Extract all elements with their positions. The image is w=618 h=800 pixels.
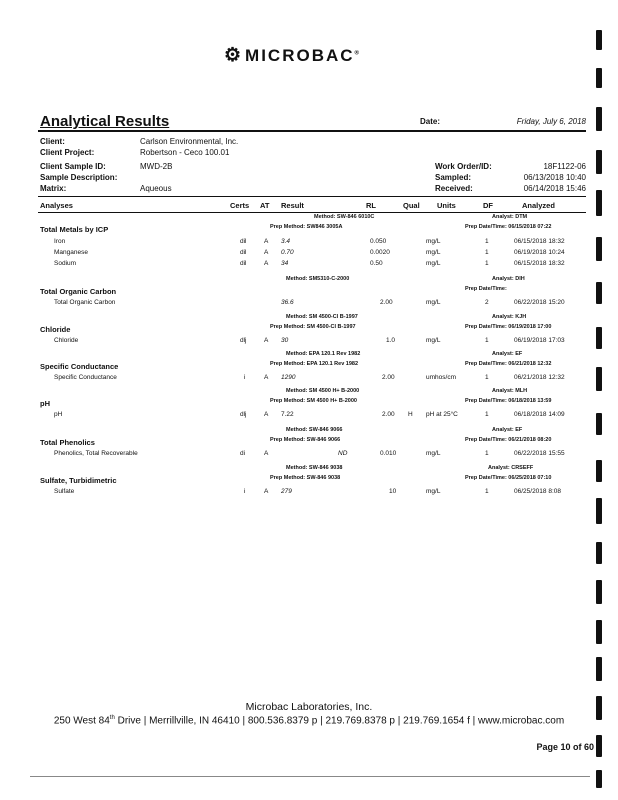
df: 2 bbox=[485, 299, 489, 306]
analyte: Iron bbox=[54, 238, 66, 245]
cert: dlj bbox=[240, 337, 247, 344]
df: 1 bbox=[485, 488, 489, 495]
df: 1 bbox=[485, 450, 489, 457]
scan-mark bbox=[596, 696, 602, 720]
microbac-logo bbox=[224, 44, 361, 67]
analyte: Chloride bbox=[54, 337, 79, 344]
received-value: 06/14/2018 15:46 bbox=[523, 184, 586, 193]
bottom-scan-line bbox=[30, 776, 590, 777]
analyte: pH bbox=[54, 411, 63, 418]
df: 1 bbox=[485, 411, 489, 418]
rl: 0.050 bbox=[370, 238, 387, 245]
col-qual: Qual bbox=[403, 201, 420, 210]
col-certs: Certs bbox=[230, 201, 250, 210]
prep-method: Prep Method: SM 4500 H+ B-2000 bbox=[270, 398, 357, 404]
analyte: Phenolics, Total Recoverable bbox=[54, 450, 138, 457]
prep-method: Prep Method: SW-846 9066 bbox=[270, 437, 341, 443]
sample-id-label: Client Sample ID: bbox=[40, 162, 106, 171]
result: 36.6 bbox=[281, 299, 294, 306]
method: Method: SW-846 9038 bbox=[286, 465, 343, 471]
scan-mark bbox=[596, 327, 602, 349]
method: Method: SW-846 6010C bbox=[314, 214, 375, 220]
analyte: Specific Conductance bbox=[54, 374, 117, 381]
cert: di bbox=[240, 450, 246, 457]
scan-mark bbox=[596, 107, 602, 131]
prep-method: Prep Method: SM 4500-Cl B-1997 bbox=[270, 324, 356, 330]
page-title: Analytical Results bbox=[40, 113, 170, 130]
scan-mark bbox=[596, 413, 602, 435]
df: 1 bbox=[485, 260, 489, 267]
units: mg/L bbox=[426, 238, 441, 245]
rl: 10 bbox=[389, 488, 397, 495]
units: mg/L bbox=[426, 337, 441, 344]
scan-mark bbox=[596, 190, 602, 216]
method: Method: EPA 120.1 Rev 1982 bbox=[286, 351, 361, 357]
cert: dil bbox=[240, 260, 247, 267]
df: 1 bbox=[485, 374, 489, 381]
section-name: pH bbox=[40, 399, 50, 408]
prep-time: Prep Date/Time: 06/19/2018 17:00 bbox=[465, 324, 552, 330]
analyst: Analyst: MLH bbox=[492, 388, 528, 394]
prep-time: Prep Date/Time: 06/18/2018 13:59 bbox=[465, 398, 552, 404]
col-df: DF bbox=[483, 201, 493, 210]
cert: i bbox=[244, 488, 246, 495]
prep-time: Prep Date/Time: 06/15/2018 07:22 bbox=[465, 224, 552, 230]
result: 3.4 bbox=[281, 238, 291, 245]
rl: 2.00 bbox=[382, 411, 395, 418]
prep-method: Prep Method: SW846 3005A bbox=[270, 224, 343, 230]
rl: 0.0020 bbox=[370, 249, 390, 256]
col-analyses: Analyses bbox=[40, 201, 73, 210]
rl: 2.00 bbox=[382, 374, 395, 381]
prep-time: Prep Date/Time: 06/21/2018 08:20 bbox=[465, 437, 552, 443]
units: mg/L bbox=[426, 488, 441, 495]
col-rl: RL bbox=[366, 201, 376, 210]
col-at: AT bbox=[260, 201, 270, 210]
analyzed: 06/22/2018 15:55 bbox=[514, 450, 565, 457]
analyte: Total Organic Carbon bbox=[54, 299, 116, 306]
scan-mark bbox=[596, 735, 602, 757]
analyst: Analyst: DTM bbox=[492, 214, 528, 220]
result: ND bbox=[338, 450, 348, 457]
section-name: Specific Conductance bbox=[40, 362, 119, 371]
analyzed: 06/18/2018 14:09 bbox=[514, 411, 565, 418]
scan-mark bbox=[596, 542, 602, 564]
method: Method: SM 4500-Cl B-1997 bbox=[286, 314, 358, 320]
analyte: Manganese bbox=[54, 249, 88, 256]
col-analyzed: Analyzed bbox=[522, 201, 555, 210]
title-rule bbox=[38, 130, 586, 132]
address-sup: th bbox=[109, 715, 115, 721]
analyst: Analyst: EF bbox=[492, 427, 523, 433]
result: 7.22 bbox=[281, 411, 294, 418]
prep-time: Prep Date/Time: 06/25/2018 07:10 bbox=[465, 475, 552, 481]
col-units: Units bbox=[437, 201, 456, 210]
analyzed: 06/19/2018 17:03 bbox=[514, 337, 565, 344]
scan-mark bbox=[596, 498, 602, 524]
rl: 2.00 bbox=[380, 299, 393, 306]
units: mg/L bbox=[426, 249, 441, 256]
units: umhos/cm bbox=[426, 374, 456, 381]
analyte: Sodium bbox=[54, 260, 77, 267]
cert: dil bbox=[240, 238, 247, 245]
description-label: Sample Description: bbox=[40, 173, 118, 182]
result: 1290 bbox=[281, 374, 296, 381]
units: mg/L bbox=[426, 450, 441, 457]
at: A bbox=[264, 260, 269, 267]
at: A bbox=[264, 450, 269, 457]
scan-mark bbox=[596, 620, 602, 644]
cert: dil bbox=[240, 249, 247, 256]
df: 1 bbox=[485, 249, 489, 256]
matrix-value: Aqueous bbox=[140, 184, 172, 193]
scan-mark bbox=[596, 282, 602, 304]
scan-mark bbox=[596, 580, 602, 604]
at: A bbox=[264, 411, 269, 418]
section-name: Chloride bbox=[40, 325, 71, 334]
section-name: Total Metals by ICP bbox=[40, 225, 109, 234]
cert: dlj bbox=[240, 411, 247, 418]
matrix-label: Matrix: bbox=[40, 184, 67, 193]
at: A bbox=[264, 249, 269, 256]
at: A bbox=[264, 238, 269, 245]
section-name: Total Organic Carbon bbox=[40, 287, 117, 296]
client-value: Carlson Environmental, Inc. bbox=[140, 137, 239, 146]
df: 1 bbox=[485, 337, 489, 344]
section-name: Total Phenolics bbox=[40, 438, 95, 447]
received-label: Received: bbox=[435, 184, 473, 193]
trademark: ® bbox=[354, 50, 361, 57]
result: 0.70 bbox=[281, 249, 294, 256]
cert: i bbox=[244, 374, 246, 381]
sampled-value: 06/13/2018 10:40 bbox=[523, 173, 586, 182]
analyst: Analyst: DIH bbox=[492, 276, 525, 282]
prep-time: Prep Date/Time: bbox=[465, 286, 507, 292]
date-label: Date: bbox=[420, 117, 441, 126]
analyzed: 06/21/2018 12:32 bbox=[514, 374, 565, 381]
scan-mark bbox=[596, 770, 602, 788]
method: Method: SW-846 9066 bbox=[286, 427, 343, 433]
units: pH at 25°C bbox=[426, 411, 458, 418]
result: 30 bbox=[281, 337, 289, 344]
rl: 1.0 bbox=[386, 337, 396, 344]
scan-mark bbox=[596, 367, 602, 391]
analyzed: 06/15/2018 18:32 bbox=[514, 260, 565, 267]
work-order-value: 18F1122-06 bbox=[543, 162, 586, 171]
client-rule bbox=[38, 196, 586, 197]
analyst: Analyst: KJH bbox=[492, 314, 527, 320]
section-name: Sulfate, Turbidimetric bbox=[40, 476, 117, 485]
method: Method: SM5310-C-2000 bbox=[286, 276, 350, 282]
units: mg/L bbox=[426, 260, 441, 267]
prep-method: Prep Method: SW-846 9038 bbox=[270, 475, 341, 481]
result: 34 bbox=[281, 260, 289, 267]
analyzed: 06/15/2018 18:32 bbox=[514, 238, 565, 245]
address-pre: 250 West 84 bbox=[53, 715, 110, 727]
result: 279 bbox=[281, 488, 292, 495]
analyzed: 06/25/2018 8:08 bbox=[514, 488, 561, 495]
method: Method: SM 4500 H+ B-2000 bbox=[286, 388, 360, 394]
rl: 0.010 bbox=[380, 450, 397, 457]
client-label: Client: bbox=[40, 137, 65, 146]
page-number: Page 10 of 60 bbox=[536, 742, 594, 752]
scan-mark bbox=[596, 237, 602, 261]
header-rule bbox=[38, 212, 586, 213]
rl: 0.50 bbox=[370, 260, 383, 267]
prep-time: Prep Date/Time: 06/21/2018 12:32 bbox=[465, 361, 552, 367]
work-order-label: Work Order/ID: bbox=[435, 162, 492, 171]
scan-mark bbox=[596, 657, 602, 681]
scan-mark bbox=[596, 68, 602, 88]
sampled-label: Sampled: bbox=[435, 173, 472, 182]
sample-id-value: MWD-2B bbox=[140, 162, 173, 171]
microbac-logo-icon: ⚙ bbox=[224, 45, 244, 66]
project-value: Robertson - Ceco 100.01 bbox=[140, 148, 230, 157]
at: A bbox=[264, 337, 269, 344]
col-result: Result bbox=[281, 201, 304, 210]
analyzed: 06/22/2018 15:20 bbox=[514, 299, 565, 306]
footer-address bbox=[0, 715, 618, 726]
scan-mark bbox=[596, 150, 602, 174]
prep-method: Prep Method: EPA 120.1 Rev 1982 bbox=[270, 361, 359, 367]
df: 1 bbox=[485, 238, 489, 245]
analyzed: 06/19/2018 10:24 bbox=[514, 249, 565, 256]
project-label: Client Project: bbox=[40, 148, 95, 157]
analyst: Analyst: CRSEFF bbox=[488, 465, 534, 471]
at: A bbox=[264, 374, 269, 381]
footer-company: Microbac Laboratories, Inc. bbox=[245, 701, 373, 713]
date-value: Friday, July 6, 2018 bbox=[516, 117, 586, 126]
analyte: Sulfate bbox=[54, 488, 75, 495]
scan-mark bbox=[596, 460, 602, 482]
at: A bbox=[264, 488, 269, 495]
analyst: Analyst: EF bbox=[492, 351, 523, 357]
scan-mark bbox=[596, 30, 602, 50]
units: mg/L bbox=[426, 299, 441, 306]
address-post: Drive | Merrillville, IN 46410 | 800.536.8379 p | 219.769.8378 p | 219.769.1654 f | www.microbac.com bbox=[114, 715, 565, 727]
qual: H bbox=[408, 411, 413, 418]
logo-text: MICROBAC bbox=[245, 46, 355, 65]
